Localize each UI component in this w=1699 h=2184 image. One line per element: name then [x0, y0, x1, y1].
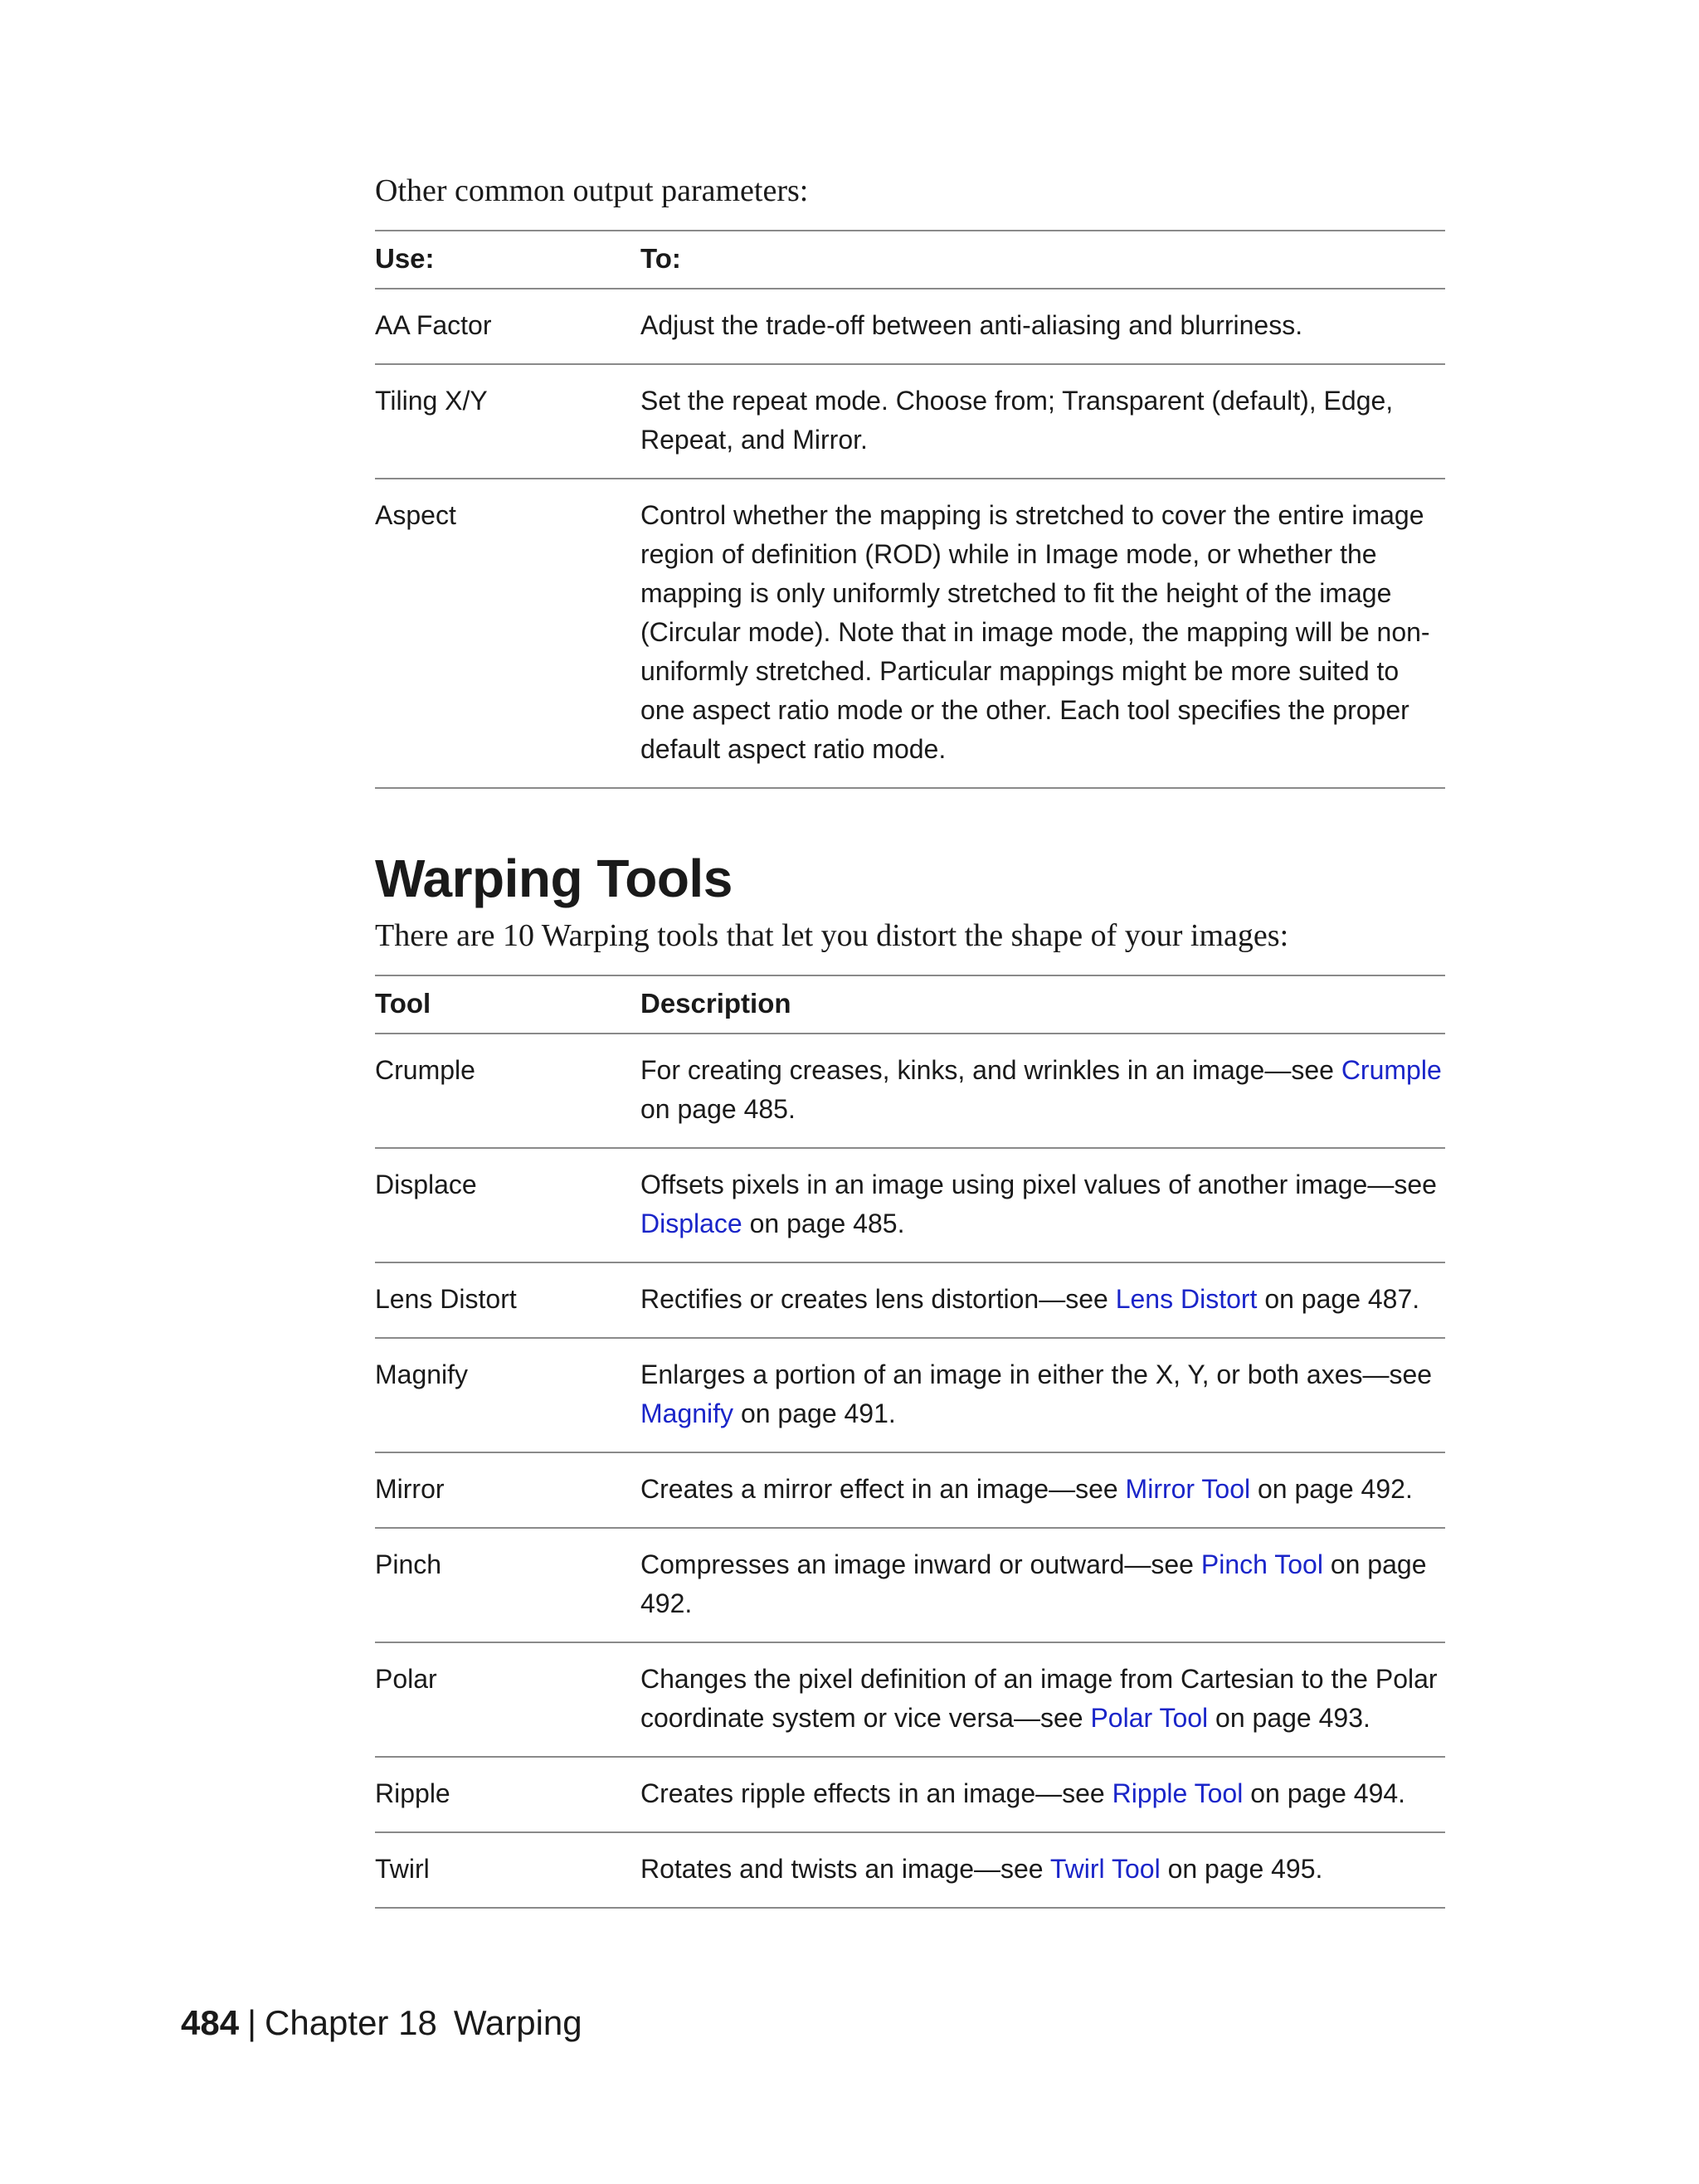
tool-name: Polar: [375, 1642, 640, 1757]
tool-name: Crumple: [375, 1034, 640, 1148]
table-row: [375, 364, 1445, 479]
section-heading-warping-tools: Warping Tools: [375, 849, 733, 908]
desc-text: Rotates and twists an image—see: [640, 1854, 1050, 1884]
chapter-label: Chapter 18: [265, 2003, 437, 2042]
desc-text: Enlarges a portion of an image in either the X, Y, or both axes—see: [640, 1360, 1433, 1389]
tool-name: Ripple: [375, 1757, 640, 1832]
tool-name: Twirl: [375, 1832, 640, 1908]
table-row: [375, 1757, 1445, 1832]
table-row: [375, 1034, 1445, 1148]
lens-distort-link[interactable]: Lens Distort: [1115, 1284, 1258, 1314]
warping-tools-intro: There are 10 Warping tools that let you distort the shape of your images:: [375, 918, 1289, 953]
tool-desc: [640, 1148, 1445, 1262]
table-row: [375, 1642, 1445, 1757]
table-row: [375, 1262, 1445, 1338]
table-header-row: [375, 231, 1445, 289]
tool-desc: [640, 1338, 1445, 1452]
page-content: [375, 170, 1445, 1909]
table-row: [375, 479, 1445, 788]
footer-separator: |: [247, 2003, 256, 2042]
crumple-link[interactable]: Crumple: [1341, 1055, 1442, 1085]
table-row: [375, 1528, 1445, 1642]
desc-page-ref: on page 493.: [1208, 1703, 1370, 1733]
table-header-row: [375, 975, 1445, 1034]
table-row: [375, 1452, 1445, 1528]
output-params-intro: Other common output parameters:: [375, 173, 809, 208]
column-header-to: To:: [640, 231, 1445, 289]
tool-name: Mirror: [375, 1452, 640, 1528]
tool-desc: [640, 1452, 1445, 1528]
tool-name: Pinch: [375, 1528, 640, 1642]
polar-tool-link[interactable]: Polar Tool: [1090, 1703, 1209, 1733]
ripple-tool-link[interactable]: Ripple Tool: [1112, 1778, 1244, 1808]
tool-desc: [640, 1528, 1445, 1642]
pinch-tool-link[interactable]: Pinch Tool: [1200, 1549, 1323, 1579]
chapter-title: Warping: [453, 2003, 582, 2042]
desc-page-ref: on page 494.: [1243, 1778, 1406, 1808]
desc-text: For creating creases, kinks, and wrinkles in an image—see: [640, 1055, 1341, 1085]
desc-page-ref: on page 487.: [1257, 1284, 1420, 1314]
desc-page-ref: on page 492.: [1250, 1474, 1413, 1504]
param-name: Tiling X/Y: [375, 364, 640, 479]
page-number: 484: [181, 2003, 240, 2042]
param-desc: Control whether the mapping is stretched to cover the entire image region of definition (ROD) while in Image mode, or whether the mapping is only uniformly stretched to fit the height of the image (Circular mode). Note that in image mode, the mapping will be non-uniformly stretched. Particular mappings might be more suited to one aspect ratio mode or the other. Each tool specifies the proper default aspect ratio mode.: [640, 479, 1445, 788]
column-header-tool: Tool: [375, 975, 640, 1034]
tool-desc: [640, 1832, 1445, 1908]
output-params-table: [375, 230, 1445, 789]
desc-text: Compresses an image inward or outward—see: [640, 1549, 1201, 1579]
column-header-description: Description: [640, 975, 1445, 1034]
param-name: Aspect: [375, 479, 640, 788]
desc-text: Rectifies or creates lens distortion—see: [640, 1284, 1116, 1314]
param-desc: Adjust the trade-off between anti-aliasing and blurriness.: [640, 289, 1445, 364]
table-row: [375, 1832, 1445, 1908]
desc-page-ref: on page 492.: [640, 1549, 1427, 1618]
desc-text: Offsets pixels in an image using pixel values of another image—see: [640, 1170, 1437, 1199]
table-row: [375, 289, 1445, 364]
param-name: AA Factor: [375, 289, 640, 364]
tool-name: Lens Distort: [375, 1262, 640, 1338]
desc-page-ref: on page 485.: [742, 1209, 905, 1238]
desc-page-ref: on page 495.: [1160, 1854, 1323, 1884]
tool-name: Magnify: [375, 1338, 640, 1452]
tool-name: Displace: [375, 1148, 640, 1262]
magnify-link[interactable]: Magnify: [640, 1398, 734, 1428]
tool-desc: [640, 1262, 1445, 1338]
desc-text: Changes the pixel definition of an image from Cartesian to the Polar coordinate system or vice versa—see: [640, 1664, 1438, 1733]
desc-text: Creates ripple effects in an image—see: [640, 1778, 1112, 1808]
displace-link[interactable]: Displace: [640, 1209, 742, 1238]
warping-tools-table: [375, 975, 1445, 1909]
desc-text: Creates a mirror effect in an image—see: [640, 1474, 1126, 1504]
page-footer: [181, 2000, 582, 2046]
tool-desc: [640, 1642, 1445, 1757]
tool-desc: [640, 1757, 1445, 1832]
mirror-tool-link[interactable]: Mirror Tool: [1125, 1474, 1251, 1504]
twirl-tool-link[interactable]: Twirl Tool: [1049, 1854, 1161, 1884]
table-row: [375, 1148, 1445, 1262]
desc-page-ref: on page 485.: [640, 1094, 796, 1124]
tool-desc: [640, 1034, 1445, 1148]
param-desc: Set the repeat mode. Choose from; Transparent (default), Edge, Repeat, and Mirror.: [640, 364, 1445, 479]
column-header-use: Use:: [375, 231, 640, 289]
table-row: [375, 1338, 1445, 1452]
desc-page-ref: on page 491.: [733, 1398, 896, 1428]
